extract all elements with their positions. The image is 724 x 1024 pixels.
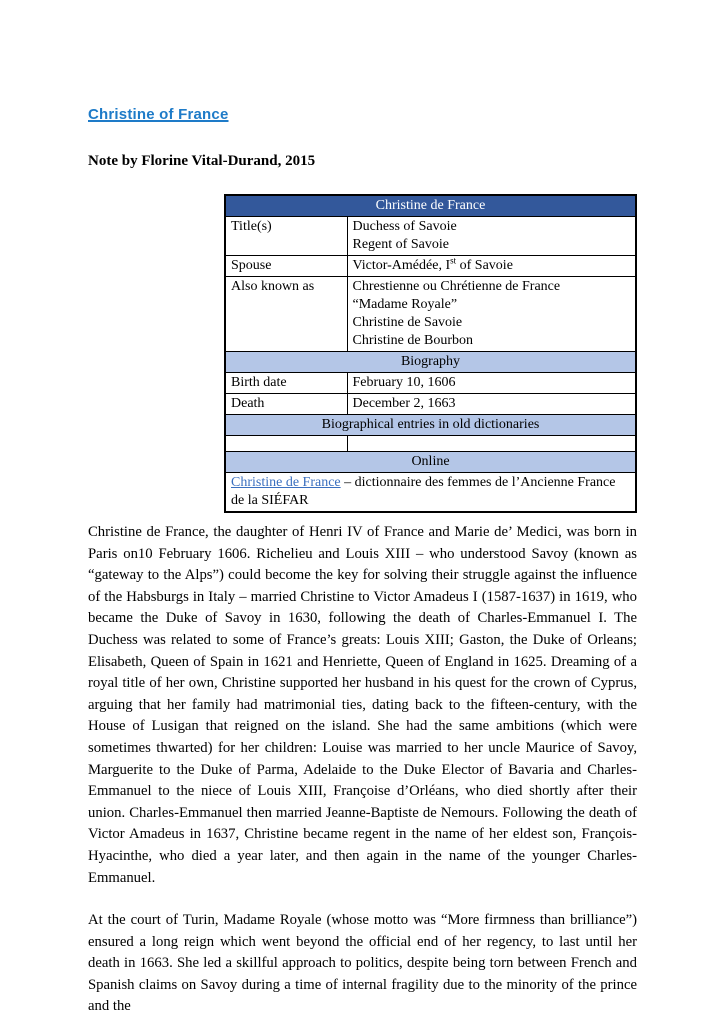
dictionaries-header-row <box>225 415 636 436</box>
birth-label: Birth date <box>225 373 347 394</box>
paragraph: Christine de France, the daughter of Henri IV of France and Marie de’ Medici, was born in Paris on10 February 1606. Richelieu and Louis XIII – who understood Savoy (known as “gateway to the Alps”) could become the key for solving their struggle against the influence of the Habsburgs in Italy – married Christine to Victor Amadeus I (1587-1637) in 1619, who became the Duke of Savoy in 1630, following the death of Charles-Emmanuel I. The Duchess was related to some of France’s greats: Louis XIII; Gaston, the Duke of Orleans; Elisabeth, Queen of Spain in 1621 and Henriette, Queen of England in 1625. Dreaming of a royal title of her own, Christine supported her husband in his quest for the crown of Cyprus, arguing that her family had matrimonial ties, dating back to the fifteen-century, with the House of Lusigan that reigned on the island. She had the same ambitions (which were sometimes thwarted) for her children: Louise was married to her uncle Maurice of Savoy, Marguerite to the Duke of Parma, Adelaide to the Duke Elector of Bavaria and Charles-Emmanuel to the niece of Louis XIII, Françoise d’Orléans, who died shortly after their union. Charles-Emmanuel then married Jeanne-Baptiste de Nemours. Following the death of Victor Amadeus in 1637, Christine became regent in the name of her eldest son, François-Hyacinthe, who died a year later, and then again in the name of the younger Charles-Emmanuel. <box>88 524 637 886</box>
empty-row <box>225 436 636 452</box>
titles-value-line: Duchess of Savoie <box>352 219 457 234</box>
aka-value-line: Christine de Savoie <box>352 315 463 330</box>
aka-value-line: “Madame Royale” <box>352 297 458 312</box>
titles-label: Title(s) <box>225 217 347 256</box>
spouse-value <box>347 256 636 277</box>
table-row-aka <box>225 277 636 352</box>
table-row-spouse <box>225 256 636 277</box>
online-header-row <box>225 452 636 473</box>
page-title-link[interactable]: Christine of France <box>88 106 229 123</box>
biography-header-row <box>225 352 636 373</box>
death-value: December 2, 1663 <box>347 394 636 415</box>
biography-header: Biography <box>225 352 636 373</box>
spouse-value-text: of Savoie <box>456 258 513 273</box>
titles-values <box>347 217 636 256</box>
online-description: – dictionnaire des femmes de l’Ancienne France de la SIÉFAR <box>231 475 616 508</box>
aka-values <box>347 277 636 352</box>
paragraph: At the court of Turin, Madame Royale (whose motto was “More firmness than brilliance”) ensured a long reign which went beyond the official end of her regency, to last until her death in 1663. She led a skillful approach to politics, despite being torn between French and Spanish claims on Savoy during a time of internal fragility due to the minority of the prince and the <box>88 912 637 1015</box>
online-content-row <box>225 473 636 513</box>
empty-cell <box>347 436 636 452</box>
spouse-label: Spouse <box>225 256 347 277</box>
table-row-titles <box>225 217 636 256</box>
empty-cell <box>225 436 347 452</box>
birth-value: February 10, 1606 <box>347 373 636 394</box>
online-content-cell <box>225 473 636 513</box>
online-header: Online <box>225 452 636 473</box>
infobox-title: Christine de France <box>225 195 636 217</box>
aka-value-line: Chrestienne ou Chrétienne de France <box>352 279 561 294</box>
spouse-ordinal-superscript: st <box>450 255 457 266</box>
aka-label: Also known as <box>225 277 347 352</box>
siefar-dictionary-link[interactable]: Christine de France <box>231 475 341 490</box>
infobox-title-row <box>225 195 636 217</box>
infobox-table <box>224 194 637 513</box>
dictionaries-header: Biographical entries in old dictionaries <box>225 415 636 436</box>
aka-value-line: Christine de Bourbon <box>352 333 474 348</box>
table-row-birth <box>225 373 636 394</box>
byline: Note by Florine Vital-Durand, 2015 <box>88 153 316 169</box>
article-body <box>88 522 637 1024</box>
spouse-value-text: Victor-Amédée, I <box>352 258 451 273</box>
titles-value-line: Regent of Savoie <box>352 237 449 252</box>
death-label: Death <box>225 394 347 415</box>
table-row-death <box>225 394 636 415</box>
